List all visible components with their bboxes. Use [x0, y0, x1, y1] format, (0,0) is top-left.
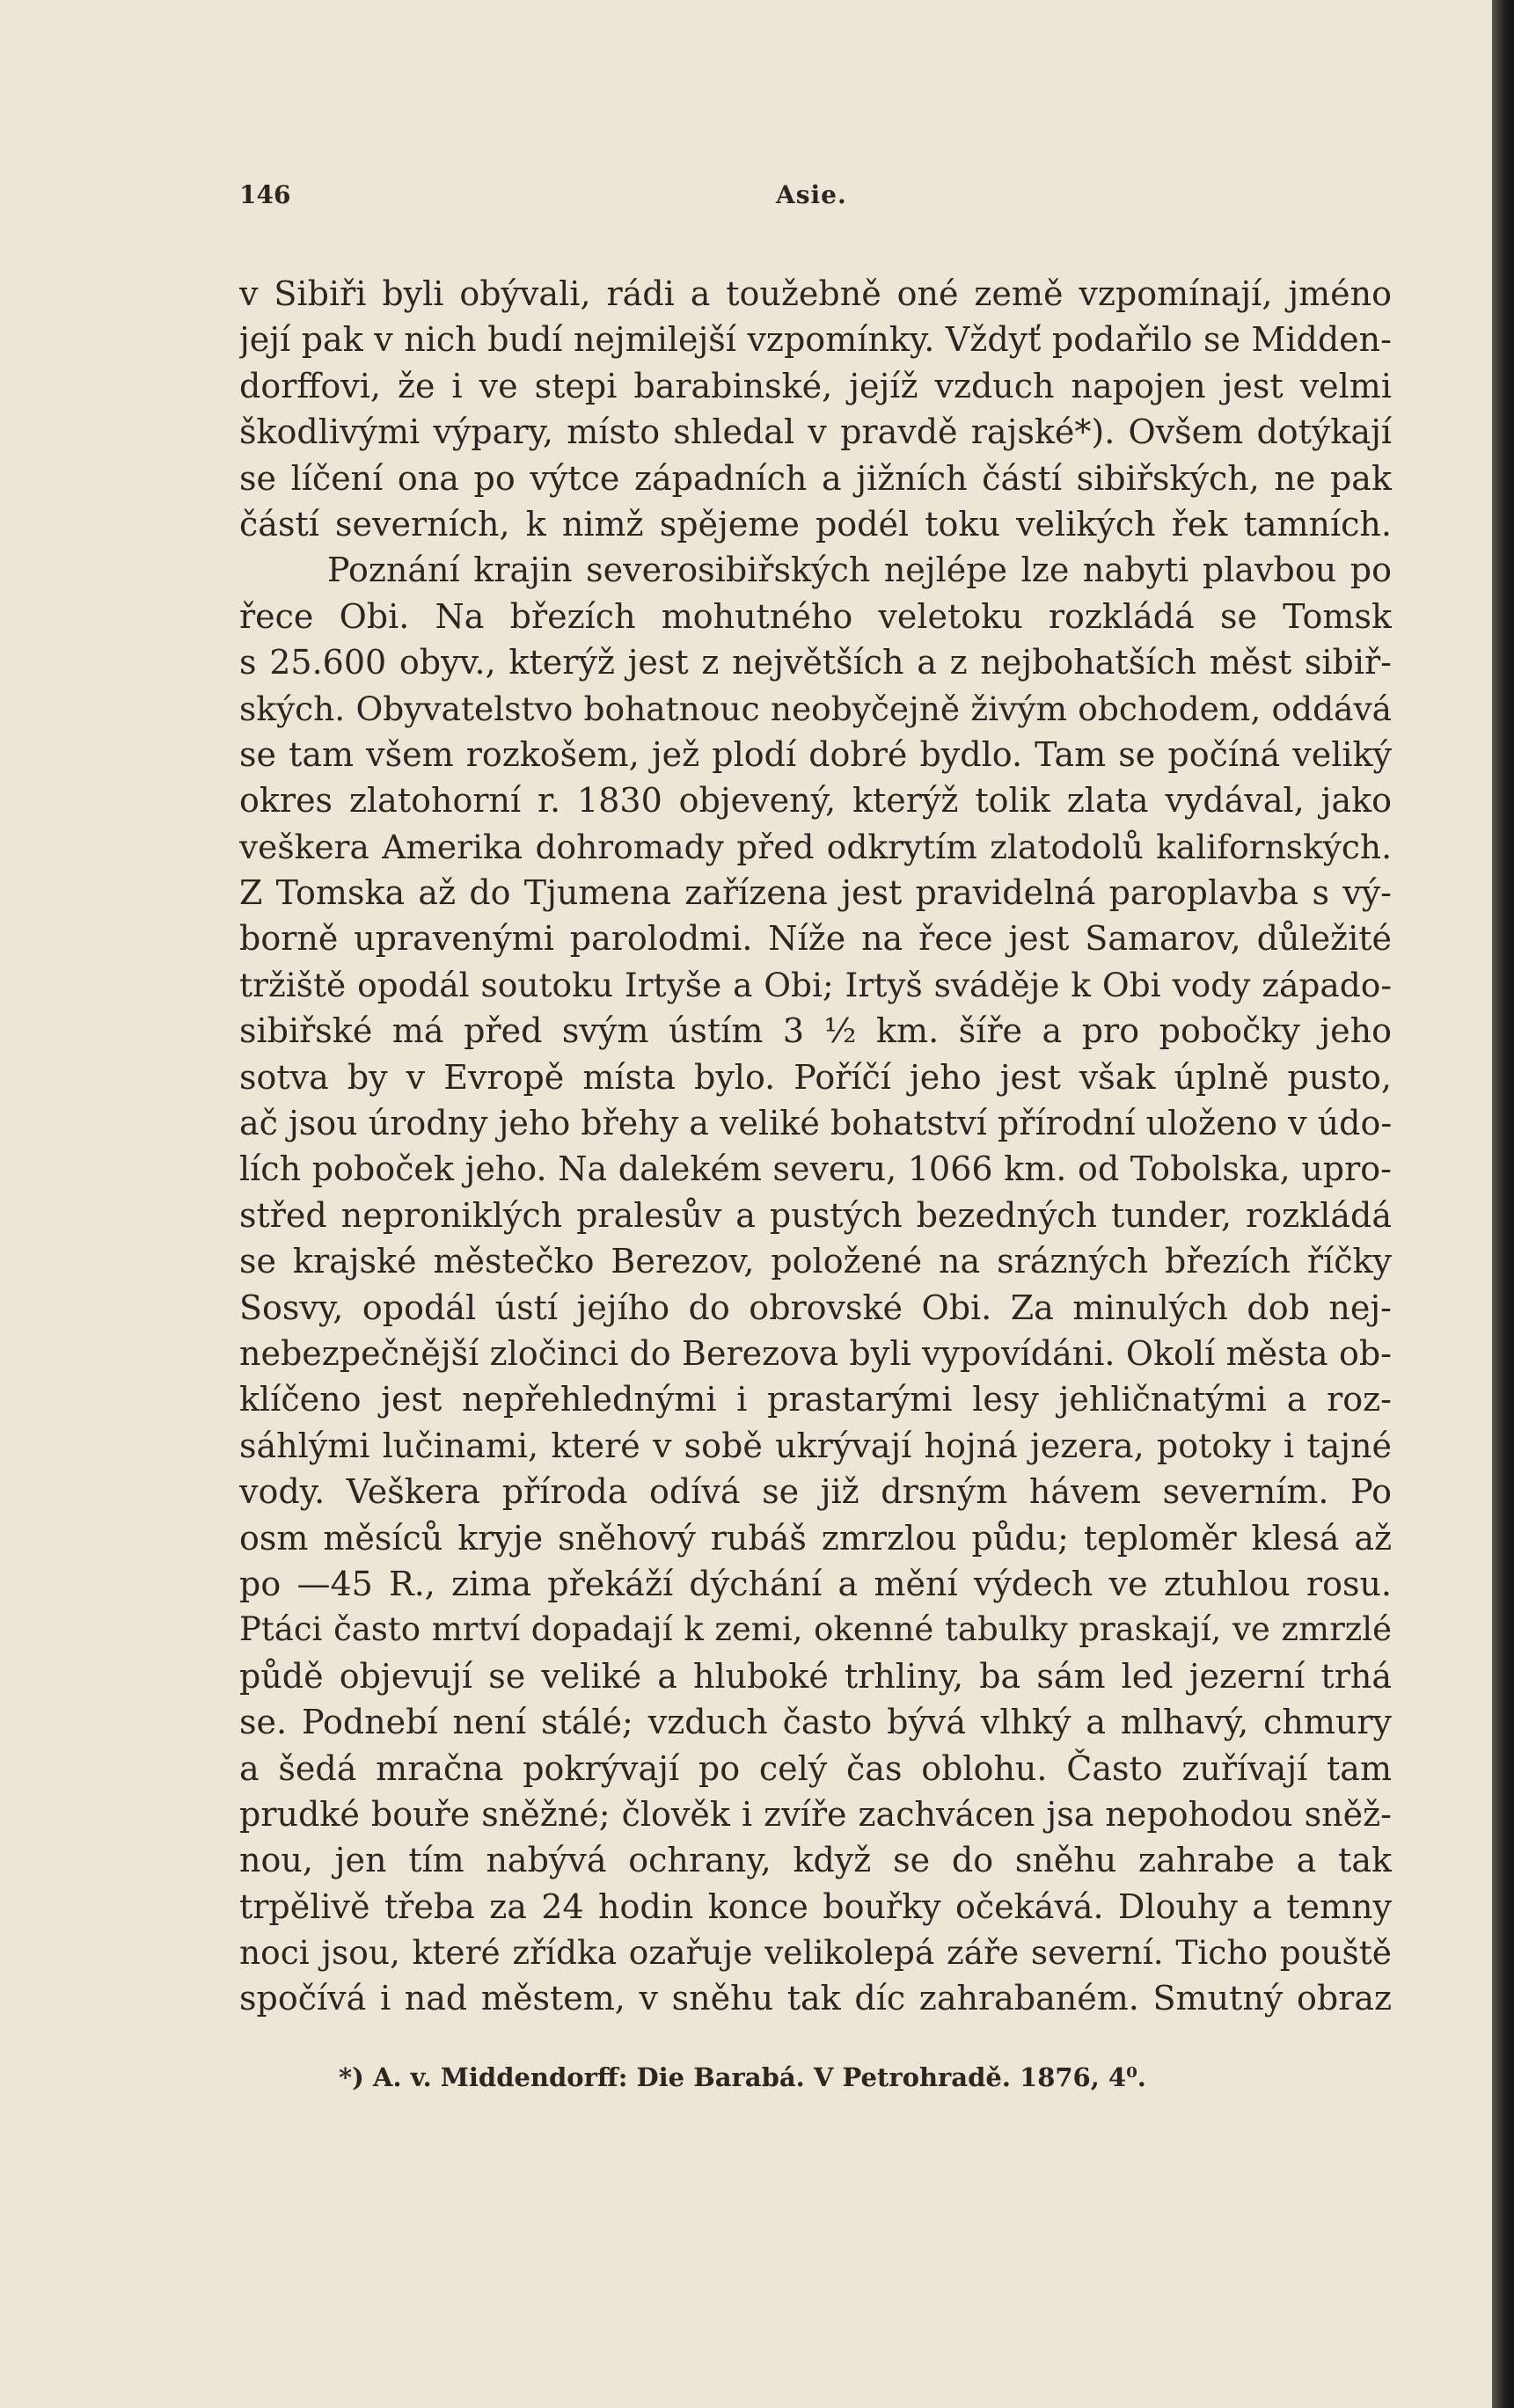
text-line: nebezpečnější zločinci do Berezova byli vypovídáni. Okolí města ob-: [239, 1333, 1392, 1373]
text-line: střed neproniklých pralesův a pustých bezedných tunder, rozkládá: [239, 1195, 1392, 1235]
text-line: po —45 R., zima překáží dýchání a mění výdech ve ztuhlou rosu.: [239, 1564, 1392, 1603]
text-line: v Sibiři byli obývali, rádi a toužebně oné země vzpomínají, jméno: [239, 274, 1392, 313]
text-line: vody. Veškera příroda odívá se již drsným hávem severním. Po: [239, 1472, 1392, 1512]
text-line: ač jsou úrodny jeho břehy a veliké bohatství přírodní uloženo v údo-: [239, 1104, 1392, 1143]
text-line: Poznání krajin severosibiřských nejlépe lze nabyti plavbou po: [327, 551, 1392, 590]
text-line: tržiště opodál soutoku Irtyše a Obi; Irtyš sváděje k Obi vody západo-: [239, 965, 1392, 1004]
text-line: spočívá i nad městem, v sněhu tak díc zahrabaném. Smutný obraz: [239, 1979, 1392, 2018]
text-line: se. Podnebí není stálé; vzduch často bývá vlhký a mlhavý, chmury: [239, 1703, 1392, 1742]
text-line: noci jsou, které zřídka ozařuje velikolepá záře severní. Ticho pouště: [239, 1933, 1392, 1973]
body-text: [239, 271, 1392, 2022]
text-line: sotva by v Evropě místa bylo. Poříčí jeho jest však úplně pusto,: [239, 1057, 1392, 1097]
text-line: s 25.600 obyv., kterýž jest z největších a z nejbohatších měst sibiř-: [239, 643, 1392, 682]
text-line: nou, jen tím nabývá ochrany, když se do sněhu zahrabe a tak: [239, 1841, 1392, 1880]
text-line: sáhlými lučinami, které v sobě ukrývají hojná jezera, potoky i tajné: [239, 1426, 1392, 1465]
text-line: ských. Obyvatelstvo bohatnouc neobyčejně živým obchodem, oddává: [239, 689, 1392, 728]
page-number: 146: [239, 180, 291, 209]
text-line: Sosvy, opodál ústí jejího do obrovské Obi. Za minulých dob nej-: [239, 1288, 1392, 1327]
text-line: veškera Amerika dohromady před odkrytím zlatodolů kalifornských.: [239, 827, 1392, 866]
text-line: Ptáci často mrtví dopadají k zemi, okenné tabulky praskají, ve zmrzlé: [239, 1610, 1392, 1649]
footnote: *) A. v. Middendorff: Die Barabá. V Petrohradě. 1876, 4⁰.: [339, 2062, 1146, 2092]
text-line: její pak v nich budí nejmilejší vzpomínky. Vždyť podařilo se Midden-: [239, 320, 1392, 360]
text-line: borně upravenými parolodmi. Níže na řece jest Samarov, důležité: [239, 919, 1392, 959]
text-line: okres zlatohorní r. 1830 objevený, kterýž tolik zlata vydával, jako: [239, 781, 1392, 821]
text-line: se líčení ona po výtce západních a jižních částí sibiřských, ne pak: [239, 458, 1392, 498]
page-header: [239, 180, 1392, 224]
running-head: Asie.: [776, 180, 847, 209]
text-line: řece Obi. Na březích mohutného veletoku rozkládá se Tomsk: [239, 596, 1392, 636]
text-line: klíčeno jest nepřehlednými i prastarými lesy jehličnatými a roz-: [239, 1380, 1392, 1419]
text-line: osm měsíců kryje sněhový rubáš zmrzlou půdu; teploměr klesá až: [239, 1518, 1392, 1558]
text-line: částí severních, k nimž spějeme podél toku velikých řek tamních.: [239, 504, 1392, 544]
text-line: půdě objevují se veliké a hluboké trhliny, ba sám led jezerní trhá: [239, 1656, 1392, 1696]
text-line: trpělivě třeba za 24 hodin konce bouřky očekává. Dlouhy a temny: [239, 1886, 1392, 1926]
text-line: se tam všem rozkošem, jež plodí dobré bydlo. Tam se počíná veliký: [239, 734, 1392, 774]
text-line: sibiřské má před svým ústím 3 ½ km. šíře a pro pobočky jeho: [239, 1011, 1392, 1051]
text-line: škodlivými výpary, místo shledal v pravdě rajské*). Ovšem dotýkají: [239, 412, 1392, 452]
text-line: lích poboček jeho. Na dalekém severu, 1066 km. od Tobolska, upro-: [239, 1149, 1392, 1189]
text-line: a šedá mračna pokrývají po celý čas oblohu. Často zuřívají tam: [239, 1748, 1392, 1788]
text-line: dorffovi, že i ve stepi barabinské, jejíž vzduch napojen jest velmi: [239, 366, 1392, 405]
text-line: prudké bouře sněžné; člověk i zvíře zachvácen jsa nepohodou sněž-: [239, 1794, 1392, 1834]
book-spine-edge: [1492, 0, 1514, 2408]
text-line: se krajské městečko Berezov, položené na srázných březích říčky: [239, 1242, 1392, 1281]
text-line: Z Tomska až do Tjumena zařízena jest pravidelná paroplavba s vý-: [239, 873, 1392, 913]
